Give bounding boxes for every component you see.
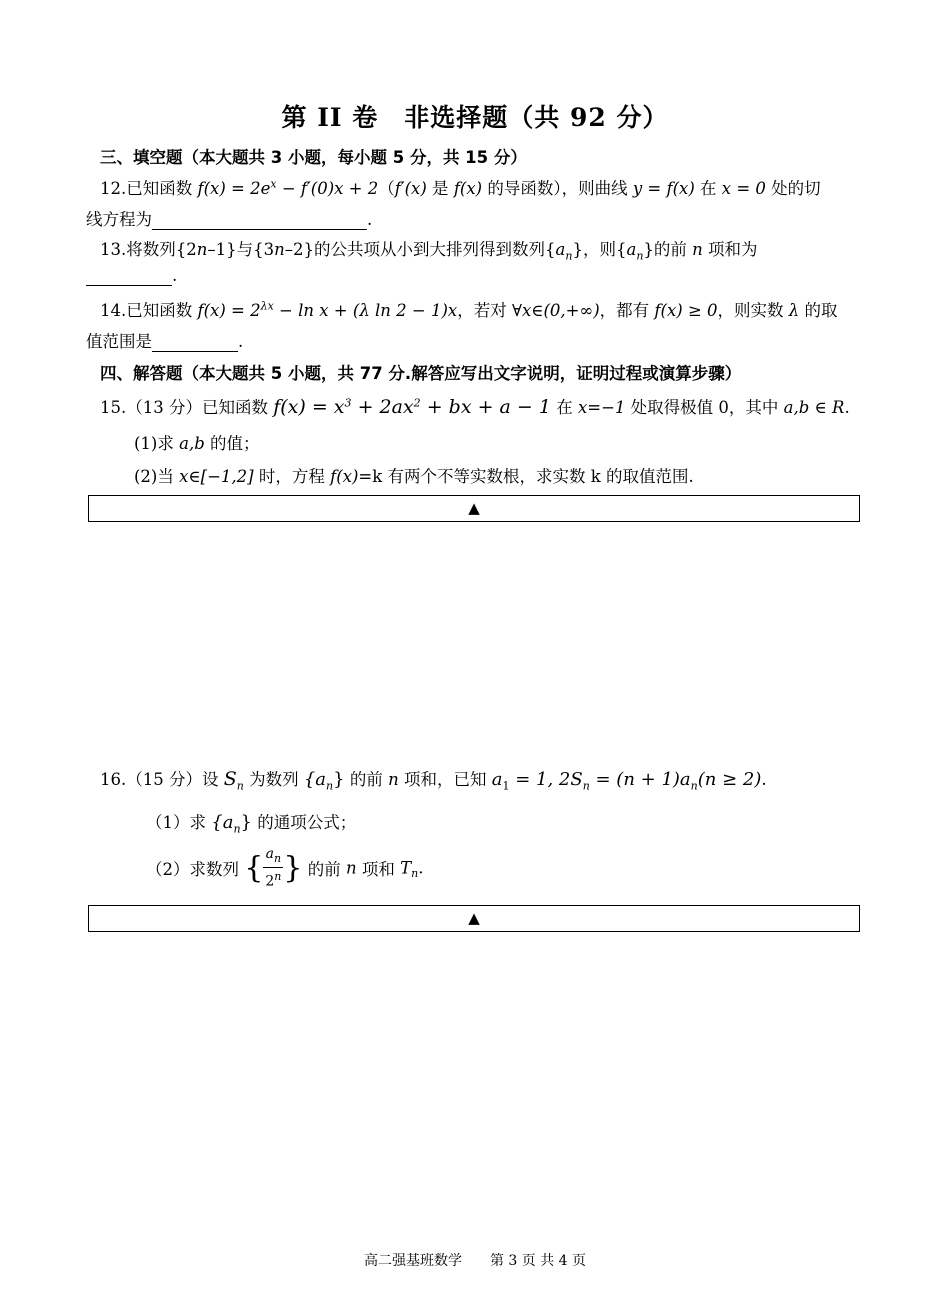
q16-frac-num [263, 846, 283, 868]
q14-mid3: ，则实数 [717, 301, 789, 320]
q16-p2-T: T [400, 858, 412, 878]
q13-s2: n [636, 249, 644, 263]
q15-end: . [844, 398, 850, 417]
q16-brace-close: } [333, 769, 345, 790]
q13-text4: }，则{ [572, 240, 627, 259]
q12-paren: （ [378, 179, 395, 198]
question-15-line1 [100, 394, 850, 418]
q12-curve: y = f(x) [632, 179, 695, 198]
q16-frac-den [263, 868, 283, 891]
q16-brace-a: {a [303, 769, 327, 790]
q16-frac-den-2: 2 [265, 873, 275, 890]
q16-p1-close: } [240, 812, 252, 833]
q16-answer-mark: ▲ [468, 909, 480, 927]
question-13-line1 [100, 236, 758, 262]
question-12-line2 [86, 206, 372, 230]
q12-mid2: 的导函数），则曲线 [482, 179, 633, 198]
section-answer-heading: 四、解答题（本大题共 5 小题，共 77 分.解答应写出文字说明，证明过程或演算步骤） [100, 364, 742, 383]
question-14-line1 [100, 297, 837, 321]
question-12-line1 [100, 175, 821, 199]
q16-cond3: = (n + 1)a [589, 769, 691, 790]
q13-text6: 项和为 [702, 240, 758, 259]
q15-f3: + bx + a − 1 [420, 396, 551, 418]
q16-frac-den-sup: n [274, 869, 282, 883]
q16-answer-box[interactable] [88, 905, 860, 932]
q15-f: f(x) = x [273, 396, 345, 418]
q16-brace-sub: n [326, 779, 334, 793]
q16-p1-pre: （1）求 [146, 813, 212, 832]
q15-mid1: 在 [550, 398, 578, 417]
q13-text5: }的前 [643, 240, 693, 259]
q15-answer-box[interactable] [88, 495, 860, 522]
q13-end: . [172, 266, 178, 285]
question-15-part2 [134, 463, 694, 487]
q15-p2-x: x∈[−1,2] [179, 467, 254, 486]
q14-answer-blank[interactable] [152, 332, 238, 352]
q15-sup3: 3 [344, 396, 352, 410]
q12-answer-blank[interactable] [152, 210, 367, 230]
q12-line2: 线方程为 [86, 210, 152, 229]
q15-mid2: 处取得极值 0，其中 [625, 398, 784, 417]
q16-frac-num-a: a [265, 846, 274, 862]
q13-text2: –1}与{3 [207, 240, 275, 259]
q16-frac-num-sub: n [273, 851, 282, 865]
q16-cond2-sub: n [582, 779, 590, 793]
q13-text1: 13.将数列{2 [100, 240, 197, 259]
q15-p2-post: =k 有两个不等实数根，求实数 k 的取值范围. [358, 467, 694, 486]
q16-p1-sub: n [233, 822, 241, 836]
q16-cond-sub: 1 [502, 779, 510, 793]
q12-prefix: 12.已知函数 [100, 179, 198, 198]
q12-formula: f(x) = 2e [197, 179, 271, 198]
q14-tail: 的取 [799, 301, 838, 320]
q15-answer-mark: ▲ [468, 499, 480, 517]
q12-point: x = 0 [721, 179, 766, 198]
q15-xv: x=−1 [577, 398, 626, 417]
q14-prefix: 14.已知函数 [100, 301, 198, 320]
q14-line2: 值范围是 [86, 332, 152, 351]
q12-fx: f(x) [453, 179, 483, 198]
q16-p1-a: {a [211, 812, 234, 833]
q13-n2: n [274, 240, 285, 259]
q12-mid3: 在 [694, 179, 722, 198]
q15-p1-pre: (1)求 [134, 434, 180, 453]
q15-p1-ab: a,b [179, 434, 205, 453]
q13-answer-blank[interactable] [86, 266, 172, 286]
q14-f1: f(x) = 2 [197, 301, 261, 320]
q16-p2-n: n [345, 858, 357, 878]
question-14-line2 [86, 328, 243, 352]
q16-cond2: = 1, 2S [509, 769, 583, 790]
question-16-line1 [100, 766, 767, 792]
q13-a1: a [555, 240, 566, 259]
q16-cond: a [491, 769, 503, 790]
q16-mid1: 为数列 [243, 770, 304, 789]
q16-p1-post: 的通项公式； [251, 813, 357, 832]
q12-formula-sup: x [270, 177, 277, 191]
q16-n: n [388, 770, 399, 789]
q16-mid2: 的前 [344, 770, 389, 789]
q16-p2-Tsub: n [411, 867, 419, 881]
q12-end: . [367, 210, 373, 229]
q15-p2-mid: 时，方程 [253, 467, 331, 486]
q16-Ssub: n [236, 779, 244, 793]
q15-p1-post: 的值； [204, 434, 260, 453]
q13-s1: n [565, 249, 573, 263]
q16-cond3-sub: n [690, 779, 698, 793]
q12-formula-tail: − f′(0)x + 2 [276, 179, 379, 198]
q16-p2-mid2: 项和 [356, 860, 401, 880]
q16-S: S [223, 768, 237, 790]
q13-n3: n [692, 240, 703, 259]
q16-cond4: (n ≥ 2) [697, 769, 762, 790]
q12-deriv: f′(x) [394, 179, 427, 198]
q14-mid2: ，都有 [599, 301, 655, 320]
q13-n1: n [196, 240, 208, 259]
section-fill-in-heading: 三、填空题（本大题共 3 小题，每小题 5 分，共 15 分） [100, 148, 527, 167]
q16-p2-end: . [418, 858, 424, 878]
q16-fraction [263, 846, 283, 890]
question-16-part1 [146, 809, 356, 835]
question-16-part2 [146, 846, 423, 890]
q15-ab: a,b ∈ R [783, 398, 845, 417]
q12-tail: 处的切 [765, 179, 821, 198]
q15-prefix: 15.（13 分）已知函数 [100, 398, 274, 417]
q13-text3: –2}的公共项从小到大排列得到数列{ [284, 240, 556, 259]
q14-sup: λx [260, 299, 274, 313]
page-footer: 高二强基班数学 第 3 页 共 4 页 [363, 1253, 587, 1269]
question-15-part1 [134, 430, 260, 454]
q14-cond: f(x) ≥ 0 [654, 301, 718, 320]
q14-end: . [238, 332, 244, 351]
q16-mid3: 项和，已知 [398, 770, 492, 789]
q12-mid1: 是 [426, 179, 454, 198]
q16-frac-left-brace: { [244, 850, 264, 886]
q15-p2-pre: (2)当 [134, 467, 180, 486]
q16-frac-right-brace: } [283, 850, 303, 886]
question-13-line2 [86, 266, 177, 286]
q14-f2: − ln x + (λ ln 2 − 1)x [273, 301, 458, 320]
q15-f2: + 2ax [351, 396, 414, 418]
q14-lambda: λ [788, 301, 800, 320]
q14-forall: ∀x∈(0,+∞) [511, 301, 600, 320]
q16-end: . [761, 770, 767, 789]
q16-prefix: 16.（15 分）设 [100, 770, 224, 789]
page-title: 第 II 卷 非选择题（共 92 分） [281, 103, 669, 132]
q16-p2-mid: 的前 [302, 860, 346, 880]
q15-sup2: 2 [413, 396, 421, 410]
q13-a2: a [626, 240, 637, 259]
q14-mid1: ，若对 [457, 301, 512, 320]
q15-p2-f: f(x) [330, 467, 359, 486]
q16-p2-pre: （2）求数列 [146, 860, 245, 880]
